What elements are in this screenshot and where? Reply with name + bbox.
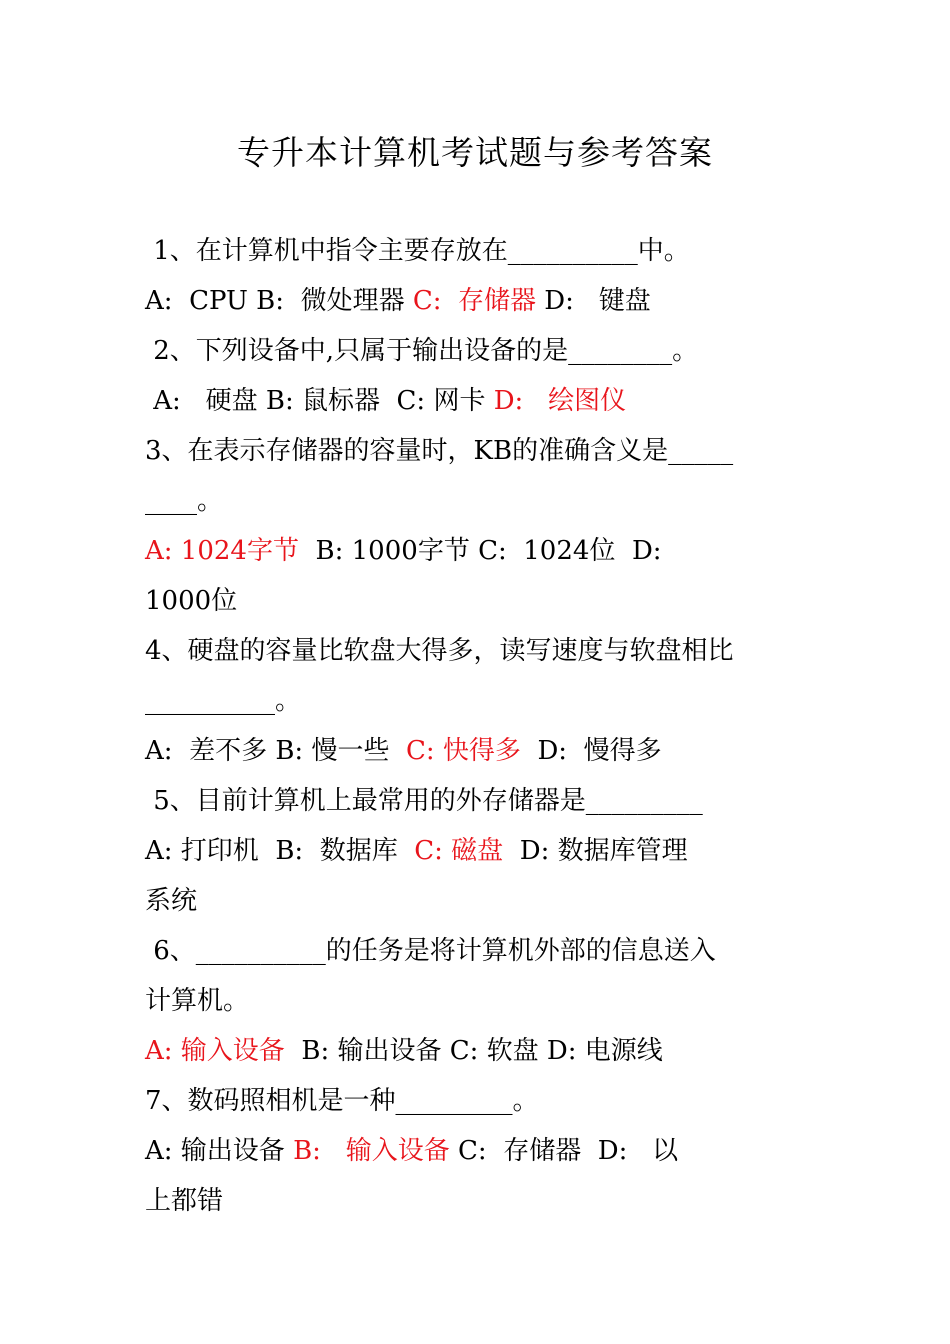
correct-answer: A: 1024字节 [145, 536, 299, 566]
question-6-stem: 6、__________的任务是将计算机外部的信息送入 [145, 936, 716, 966]
question-4-stem-cont: __________。 [145, 686, 302, 716]
question-7-options [145, 1133, 678, 1169]
option-text: B: 1000字节 C: 1024位 D: [298, 536, 662, 566]
question-5-stem: 5、目前计算机上最常用的外存储器是_________ [145, 786, 703, 816]
option-text: A: CPU B: 微处理器 [145, 286, 413, 316]
question-5-options [145, 833, 688, 869]
page-title: 专升本计算机考试题与参考答案 [237, 133, 713, 172]
correct-answer: A: 输入设备 [145, 1036, 285, 1066]
question-6-options [145, 1033, 663, 1069]
question-1-stem: 1、在计算机中指令主要存放在__________中。 [145, 236, 690, 266]
correct-answer: B: 输入设备 [293, 1136, 450, 1166]
correct-answer: C: 快得多 [406, 736, 521, 766]
question-2-options [145, 383, 626, 419]
question-4-options [145, 733, 662, 769]
question-4-stem: 4、硬盘的容量比软盘大得多，读写速度与软盘相比 [145, 636, 734, 666]
correct-answer: D: 绘图仪 [493, 386, 627, 416]
question-5-options-cont: 系统 [145, 886, 198, 916]
question-2-stem: 2、下列设备中,只属于输出设备的是________。 [145, 336, 699, 366]
question-7-options-cont: 上都错 [145, 1186, 224, 1216]
question-7-stem: 7、数码照相机是一种_________。 [145, 1086, 539, 1116]
question-3-options [145, 533, 662, 569]
question-3-options-cont: 1000位 [145, 586, 238, 616]
option-text: A: 差不多 B: 慢一些 [145, 736, 406, 766]
correct-answer: C: 磁盘 [414, 836, 504, 866]
question-6-stem-cont: 计算机。 [145, 986, 250, 1016]
option-text: A: 打印机 B: 数据库 [145, 836, 415, 866]
option-text: D: 键盘 [536, 286, 651, 316]
question-3-stem-cont: ____。 [145, 486, 224, 516]
question-1-options [145, 283, 651, 319]
option-text: D: 数据库管理 [503, 836, 688, 866]
option-text: C: 存储器 D: 以 [449, 1136, 679, 1166]
question-3-stem: 3、在表示存储器的容量时，KB的准确含义是_____ [145, 436, 734, 466]
option-text: B: 输出设备 C: 软盘 D: 电源线 [284, 1036, 663, 1066]
option-text: A: 输出设备 [145, 1136, 294, 1166]
option-text: D: 慢得多 [520, 736, 662, 766]
correct-answer: C: 存储器 [412, 286, 537, 316]
option-text: A: 硬盘 B: 鼠标器 C: 网卡 [145, 386, 494, 416]
